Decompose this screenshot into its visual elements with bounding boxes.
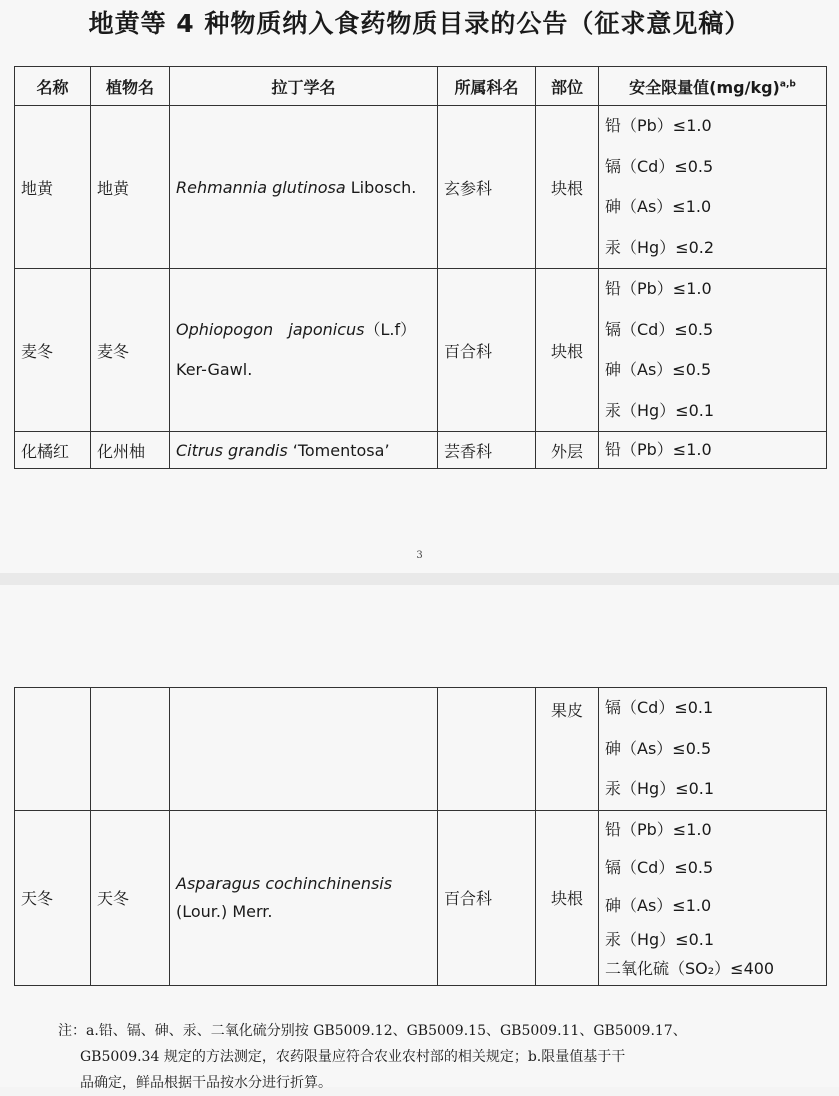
cell-family: 百合科 — [438, 810, 536, 985]
cell-limits — [599, 688, 827, 811]
limit-item: 镉（Cd）≤0.5 — [605, 319, 714, 339]
cell-name: 化橘红 — [15, 432, 91, 469]
limit-item: 汞（Hg）≤0.2 — [605, 237, 715, 257]
limit-item: 镉（Cd）≤0.1 — [605, 698, 714, 717]
limit-item: 铅（Pb）≤1.0 — [605, 440, 712, 459]
header-name: 名称 — [15, 67, 91, 106]
cell-part: 外层 — [536, 432, 599, 469]
cell-plant: 化州柚 — [91, 432, 170, 469]
header-latin: 拉丁学名 — [170, 67, 438, 106]
cell-limits — [599, 106, 827, 269]
header-part: 部位 — [536, 67, 599, 106]
cell-part: 果皮 — [536, 688, 599, 811]
page-number: 3 — [416, 550, 423, 561]
cell-latin: Rehmannia glutinosa Libosch. — [170, 106, 438, 269]
header-plant: 植物名 — [91, 67, 170, 106]
limit-item: 镉（Cd）≤0.5 — [605, 156, 714, 176]
header-limit: 安全限量值$(mg/kg)^{a,b}$ — [599, 67, 827, 106]
cell-part: 块根 — [536, 106, 599, 269]
cell-family — [438, 688, 536, 811]
limit-item: 砷（As）≤1.0 — [605, 197, 712, 216]
cell-name — [15, 688, 91, 811]
table-header-row — [15, 67, 827, 106]
limit-item: 砷（As）≤0.5 — [605, 360, 712, 379]
page-title: 地黄等 4 种物质纳入食药物质目录的公告（征求意见稿） — [88, 9, 751, 38]
cell-name: 麦冬 — [15, 269, 91, 432]
header-family: 所属科名 — [438, 67, 536, 106]
page-gap — [0, 573, 839, 585]
cell-plant: 天冬 — [91, 810, 170, 985]
footnote-line: 品确定，鲜品根据干品按水分进行折算。 — [80, 1075, 332, 1091]
footnote-line: 注：a.铅、镉、砷、汞、二氧化硫分别按 GB5009.12、GB5009.15、GB5009.11、GB5009.17、 — [58, 1023, 687, 1039]
footnote-line: GB5009.34 规定的方法测定，农药限量应符合农业农村部的相关规定；b.限量值基于干 — [80, 1049, 626, 1065]
cell-limits — [599, 269, 827, 432]
cell-limits — [599, 810, 827, 985]
table-row — [15, 688, 827, 811]
cell-family: 百合科 — [438, 269, 536, 432]
limit-item: 汞（Hg）≤0.1 — [605, 400, 715, 420]
cell-family: 玄参科 — [438, 106, 536, 269]
cell-plant: 地黄 — [91, 106, 170, 269]
cell-limits — [599, 432, 827, 469]
substance-table-continued — [14, 687, 827, 986]
limit-item: 汞（Hg）≤0.1 — [605, 929, 715, 949]
cell-latin: Ophiopogon japonicus（L.f） Ker-Gawl. — [170, 269, 438, 432]
limit-item: 汞（Hg）≤0.1 — [605, 779, 715, 798]
cell-family: 芸香科 — [438, 432, 536, 469]
cell-plant: 麦冬 — [91, 269, 170, 432]
limit-item: 砷（As）≤0.5 — [605, 738, 712, 758]
cell-latin: Citrus grandis ‘Tomentosa’ — [170, 432, 438, 469]
substance-table — [14, 66, 827, 469]
cell-name: 地黄 — [15, 106, 91, 269]
table-row — [15, 810, 827, 985]
limit-item: 铅（Pb）≤1.0 — [605, 819, 712, 839]
limit-item: 镉（Cd）≤0.5 — [605, 857, 714, 877]
table-row — [15, 106, 827, 269]
limit-item: 铅（Pb）≤1.0 — [605, 116, 712, 135]
cell-latin: Asparagus cochinchinensis (Lour.) Merr. — [170, 810, 438, 985]
cell-plant — [91, 688, 170, 811]
cell-name: 天冬 — [15, 810, 91, 985]
limit-item: 铅（Pb）≤1.0 — [605, 279, 712, 298]
limit-item: 二氧化硫（SO₂）≤400 — [605, 958, 775, 978]
table-row — [15, 432, 827, 469]
cell-latin — [170, 688, 438, 811]
cell-part: 块根 — [536, 269, 599, 432]
cell-part: 块根 — [536, 810, 599, 985]
footnote — [58, 1018, 828, 1096]
limit-item: 砷（As）≤1.0 — [605, 895, 712, 915]
table-row — [15, 269, 827, 432]
